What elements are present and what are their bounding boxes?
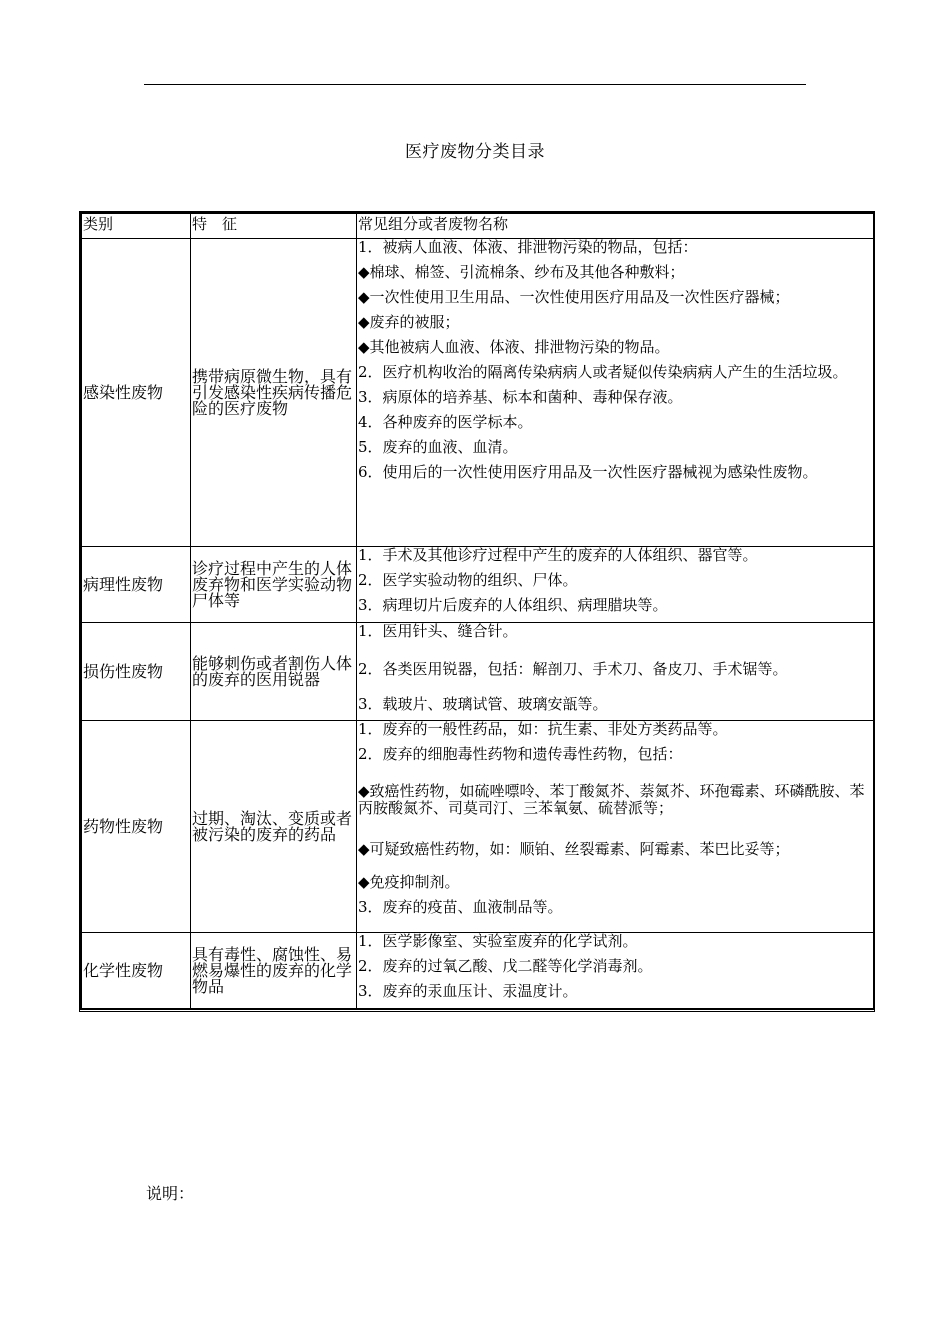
list-item: 4．各种废弃的医学标本。 [358,413,533,431]
list-item: 3．病原体的培养基、标本和菌种、毒种保存液。 [358,388,683,406]
list-item: ◆废弃的被服； [358,313,460,331]
list-item: ◆一次性使用卫生用品、一次性使用医疗用品及一次性医疗器械； [358,288,790,306]
list-item: 1．手术及其他诊疗过程中产生的废弃的人体组织、器官等。 [358,546,758,564]
list-item: ◆致癌性药物，如硫唑嘌呤、苯丁酸氮芥、萘氮芥、环孢霉素、环磷酰胺、苯丙胺酸氮芥、司莫司汀、三苯氧氨、硫替派等； [358,782,865,817]
components-cell [357,239,874,547]
list-item: 2．废弃的细胞毒性药物和遗传毒性药物，包括： [358,745,683,763]
table-row [82,623,874,721]
list-item: 3．废弃的汞血压计、汞温度计。 [358,982,578,1000]
table-row [82,721,874,933]
header-rule [144,84,806,85]
table-header-row [82,214,874,239]
components-cell [357,721,874,933]
list-item: 5．废弃的血液、血清。 [358,438,518,456]
table-row [82,547,874,623]
list-item: 1．医用针头、缝合针。 [358,622,518,640]
category-cell: 药物性废物 [82,721,191,933]
list-item: 3．载玻片、玻璃试管、玻璃安瓿等。 [358,695,608,713]
feature-cell: 诊疗过程中产生的人体废弃物和医学实验动物尸体等 [191,547,357,623]
components-cell [357,623,874,721]
list-item: ◆棉球、棉签、引流棉条、纱布及其他各种敷料； [358,263,685,281]
header-components: 常见组分或者废物名称 [357,214,874,239]
note-label: 说明： [146,1184,195,1203]
list-item: 1．废弃的一般性药品，如：抗生素、非处方类药品等。 [358,720,728,738]
category-cell: 化学性废物 [82,933,191,1009]
list-item: 2．医疗机构收治的隔离传染病病人或者疑似传染病病人产生的生活垃圾。 [358,363,848,381]
list-item: ◆可疑致癌性药物，如：顺铂、丝裂霉素、阿霉素、苯巴比妥等； [358,840,790,858]
list-item: 1．被病人血液、体液、排泄物污染的物品，包括： [358,238,698,256]
category-cell: 感染性废物 [82,239,191,547]
list-item: ◆免疫抑制剂。 [358,873,460,891]
category-cell: 病理性废物 [82,547,191,623]
list-item: 3．废弃的疫苗、血液制品等。 [358,898,563,916]
list-item: 2．各类医用锐器，包括：解剖刀、手术刀、备皮刀、手术锯等。 [358,660,788,678]
feature-cell: 携带病原微生物，具有引发感染性疾病传播危险的医疗废物 [191,239,357,547]
components-cell [357,933,874,1009]
table-row [82,239,874,547]
feature-cell: 具有毒性、腐蚀性、易燃易爆性的废弃的化学物品 [191,933,357,1009]
list-item: 2．废弃的过氧乙酸、戊二醛等化学消毒剂。 [358,957,653,975]
waste-classification-table [79,211,875,1012]
feature-cell: 过期、淘汰、变质或者被污染的废弃的药品 [191,721,357,933]
category-cell: 损伤性废物 [82,623,191,721]
table-row [82,933,874,1009]
list-item: 3．病理切片后废弃的人体组织、病理腊块等。 [358,596,668,614]
document-title: 医疗废物分类目录 [405,142,545,162]
list-item: 6．使用后的一次性使用医疗用品及一次性医疗器械视为感染性废物。 [358,463,818,481]
header-category: 类别 [82,214,191,239]
list-item: 2．医学实验动物的组织、尸体。 [358,571,578,589]
feature-cell: 能够刺伤或者割伤人体的废弃的医用锐器 [191,623,357,721]
header-feature: 特 征 [191,214,357,239]
components-cell [357,547,874,623]
list-item: ◆其他被病人血液、体液、排泄物污染的物品。 [358,338,670,356]
list-item: 1．医学影像室、实验室废弃的化学试剂。 [358,932,638,950]
